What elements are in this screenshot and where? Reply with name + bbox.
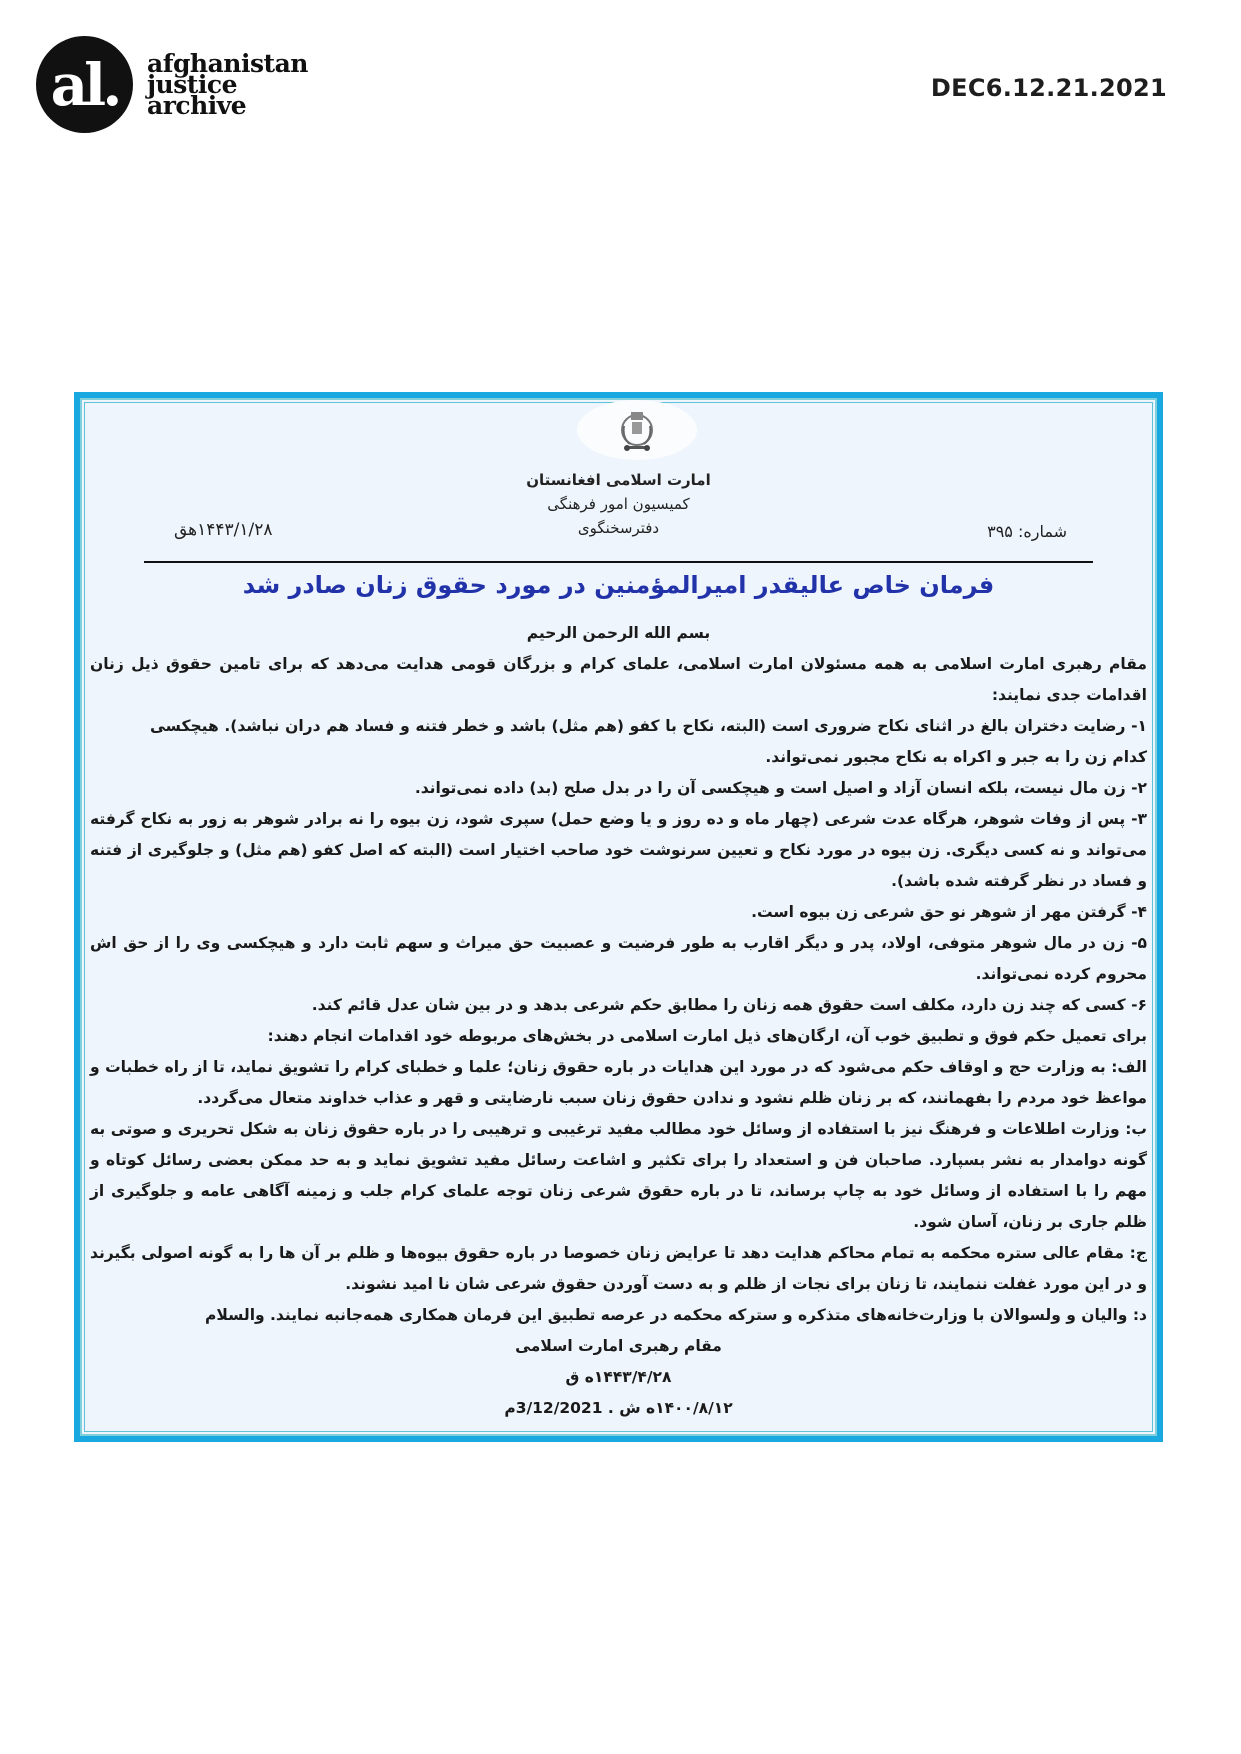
implementation-intro: برای تعمیل حکم فوق و تطبیق خوب آن، ارگان‌های ذیل امارت اسلامی در بخش‌های مربوطه خود اقدامات انجام دهند: (267, 1027, 1147, 1045)
letterhead-line-2: کمیسیون امور فرهنگی (547, 495, 690, 513)
signature-line-1: مقام رهبری امارت اسلامی (515, 1337, 722, 1355)
header-divider (144, 561, 1093, 563)
logo-line-2: justice (147, 70, 237, 99)
decree-document-frame (74, 392, 1163, 1442)
decree-body (90, 618, 1147, 1424)
article-5: ۵- زن در مال شوهر متوفی، اولاد، پدر و دیگر اقارب به طور فرضیت و عصبیت حق میراث و سهم ثابت دارد و هیچکسی وی را از حق اش محروم کرده نمی‌تواند. (90, 934, 1147, 983)
logo-line-3: archive (147, 91, 247, 120)
letterhead-line-3: دفترسخنگوی (577, 519, 660, 537)
decree-title: فرمان خاص عالیقدر امیرالمؤمنین در مورد حقوق زنان صادر شد (242, 571, 995, 599)
intro-paragraph: مقام رهبری امارت اسلامی به همه مسئولان امارت اسلامی، علمای کرام و بزرگان قومی هدایت می‌دهد که برای تامین حقوق ذیل زنان اقدامات جدی نمایند: (90, 655, 1147, 704)
directive-jim: ج: مقام عالی ستره محکمه به تمام محاکم هدایت دهد تا عرایض زنان خصوصا در باره حقوق بیوه‌ها و ظلم بر آن ها را به گونه اصولی بگیرند و در این مورد غفلت ننمایند، تا زنان برای نجات از ظلم و به دست آوردن حقوق شرعی شان نا امید نشوند. (90, 1244, 1147, 1293)
logo-line-1: afghanistan (147, 49, 308, 78)
hijri-date: ۱۴۴۳/۱/۲۸هق (174, 520, 273, 540)
article-6: ۶- کسی که چند زن دارد، مکلف است حقوق همه زنان را مطابق حکم شرعی بدهد و در بین شان عدل قائم کند. (311, 996, 1147, 1014)
emirate-emblem-icon (618, 406, 656, 454)
article-2: ۲- زن مال نیست، بلکه انسان آزاد و اصیل است و هیچکسی آن را در بدل صلح (بد) داده نمی‌تواند. (414, 779, 1147, 797)
letterhead-line-1: امارت اسلامی افغانستان (526, 471, 711, 489)
article-1: ۱- رضایت دختران بالغ در اثنای نکاح ضروری است (البته، نکاح با کفو (هم مثل) باشد و خطر فتنه و فساد هم دران نباشد). هیچکسی کدام زن را به جبر و اکراه به نکاح مجبور نمی‌تواند. (150, 717, 1147, 766)
afghanistan-justice-archive-logo (36, 36, 308, 133)
signature-solar-gregorian-date: ۱۴۰۰/۸/۱۲ه ش . 3/12/2021م (504, 1399, 733, 1417)
directive-dal: د: والیان و ولسوالان با وزارت‌خانه‌های متذکره و سترکه محکمه در عرصه تطبیق این فرمان همکاری همه‌جانبه نمایند. والسلام (204, 1306, 1147, 1324)
basmala: بسم الله الرحمن الرحیم (526, 624, 711, 642)
reference-number: شماره: ۳۹۵ (987, 522, 1067, 541)
article-3: ۳- پس از وفات شوهر، هرگاه عدت شرعی (چهار ماه و ده روز و یا وضع حمل) سپری شود، زن بیوه را نه برادر شوهر به زور به نکاح گرفته می‌تواند و نه کسی دیگری. زن بیوه در مورد نکاح و تعیین سرنوشت خود صاحب اختیار است (البته که اصل کفو (هم مثل) و جلوگیری از فتنه و فساد در نظر گرفته شده باشد). (90, 810, 1147, 890)
article-4: ۴- گرفتن مهر از شوهر نو حق شرعی زن بیوه است. (751, 903, 1147, 921)
document-id: DEC6.12.21.2021 (930, 74, 1167, 102)
logo-wordmark (147, 49, 308, 120)
directive-be: ب: وزارت اطلاعات و فرهنگ نیز با استفاده از وسائل خود مطالب مفید ترغیبی و ترهیبی را در باره حقوق زنان به شکل تحریری و صوتی به گونه دوامدار به نشر بسپارد. صاحبان فن و استعداد را برای تکثیر و اشاعت رسائل مفید تشویق نماید و به حد ممکن بعضی رسائل کوتاه و مهم را با استفاده از وسائل خود به چاپ برساند، تا در باره حقوق شرعی زنان توجه علمای کرام جلب و زمینه آگاهی عامه و جلوگیری از ظلم جاری بر زنان، آسان شود. (90, 1120, 1147, 1231)
emblem-badge (577, 400, 697, 460)
logo-mark: al. (36, 36, 133, 133)
directive-alef: الف: به وزارت حج و اوقاف حکم می‌شود که در مورد این هدایات در باره حقوق زنان؛ علما و خطبای کرام را تشویق نماید، تا از راه خطبات و مواعظ خود مردم را بفهمانند، که بر زنان ظلم نشود و ندادن حقوق زنان سبب نارضایتی و قهر و عذاب خداوند متعال می‌گردد. (90, 1058, 1147, 1107)
signature-hijri-lunar-date: ۱۴۴۳/۴/۲۸ه ق (565, 1368, 672, 1386)
